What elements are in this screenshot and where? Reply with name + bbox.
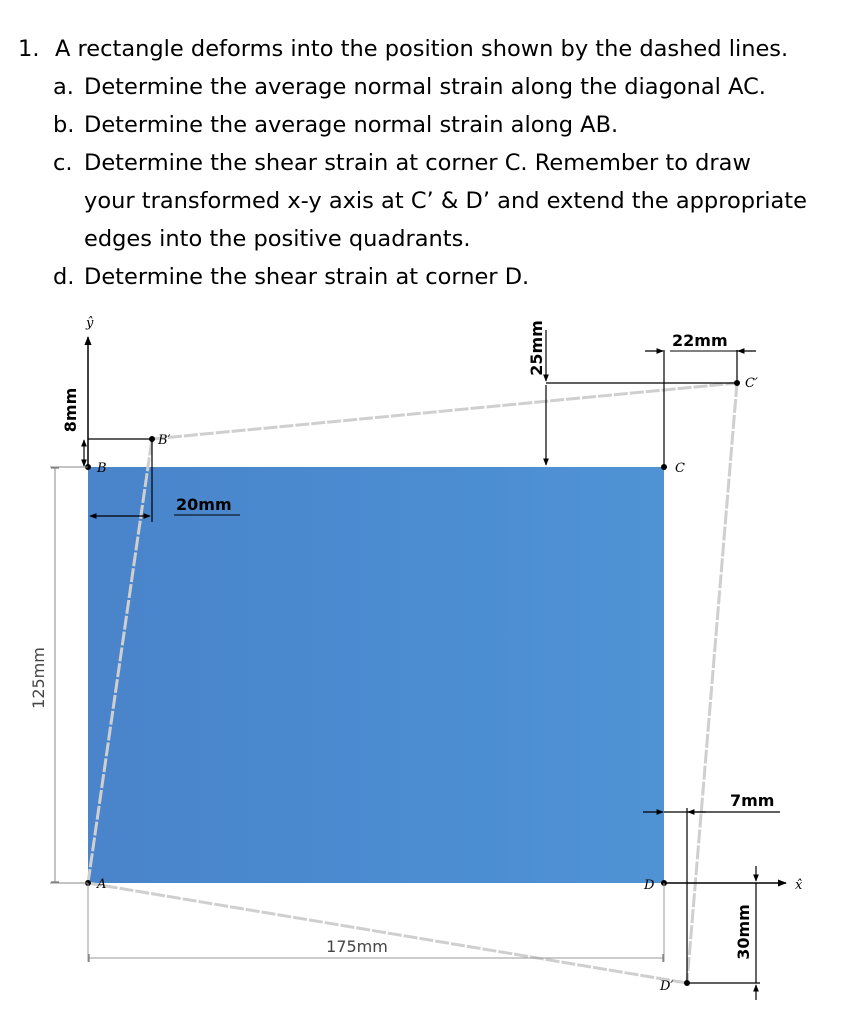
original-rectangle — [88, 467, 664, 883]
part-d-text: Determine the shear strain at corner D. — [84, 264, 530, 290]
point-c-label: C — [675, 461, 685, 476]
part-a-text: Determine the average normal strain along the diagonal AC. — [84, 74, 766, 100]
dim-c-horizontal — [645, 350, 756, 467]
x-axis-label: x̂ — [795, 878, 803, 893]
part-c-continued-1: your transformed x-y axis at C’ & D’ and extend the appropriate — [84, 188, 807, 214]
dim-width-label: 175mm — [326, 937, 388, 956]
dim-b-vertical — [84, 439, 152, 466]
part-c-letter: c. — [53, 150, 73, 176]
part-c-text: Determine the shear strain at corner C. Remember to draw — [84, 150, 751, 176]
dim-height-label: 125mm — [29, 647, 48, 709]
question-number: 1. — [18, 36, 40, 62]
point-b-prime-label: B′ — [158, 433, 171, 448]
part-c-continued-2: edges into the positive quadrants. — [84, 226, 471, 252]
part-b-letter: b. — [53, 112, 75, 138]
dim-c-horizontal-label: 22mm — [672, 331, 728, 350]
point-c-prime-label: C′ — [745, 376, 758, 391]
dim-d-horizontal-label: 7mm — [730, 791, 775, 810]
part-d-letter: d. — [53, 264, 75, 290]
dim-height — [50, 467, 88, 883]
part-a-letter: a. — [53, 74, 74, 100]
point-a-label: A — [97, 877, 107, 892]
point-b-label: B — [97, 461, 107, 476]
dim-b-vertical-label: 8mm — [61, 387, 80, 433]
deformed-edge-bc — [152, 383, 737, 439]
question-title-text: A rectangle deforms into the position shown by the dashed lines. — [55, 36, 789, 62]
point-d-prime-label: D′ — [660, 979, 674, 994]
dim-d-vertical-label: 30mm — [734, 904, 753, 960]
y-axis-label: ŷ — [86, 316, 94, 331]
dim-c-vertical-label: 25mm — [527, 320, 546, 376]
point-d-label: D — [644, 878, 655, 893]
deformed-edge-cd — [687, 383, 737, 983]
deformed-edge-ad — [88, 883, 687, 983]
part-b-text: Determine the average normal strain along AB. — [84, 112, 619, 138]
dim-b-horizontal-label: 20mm — [176, 495, 232, 514]
